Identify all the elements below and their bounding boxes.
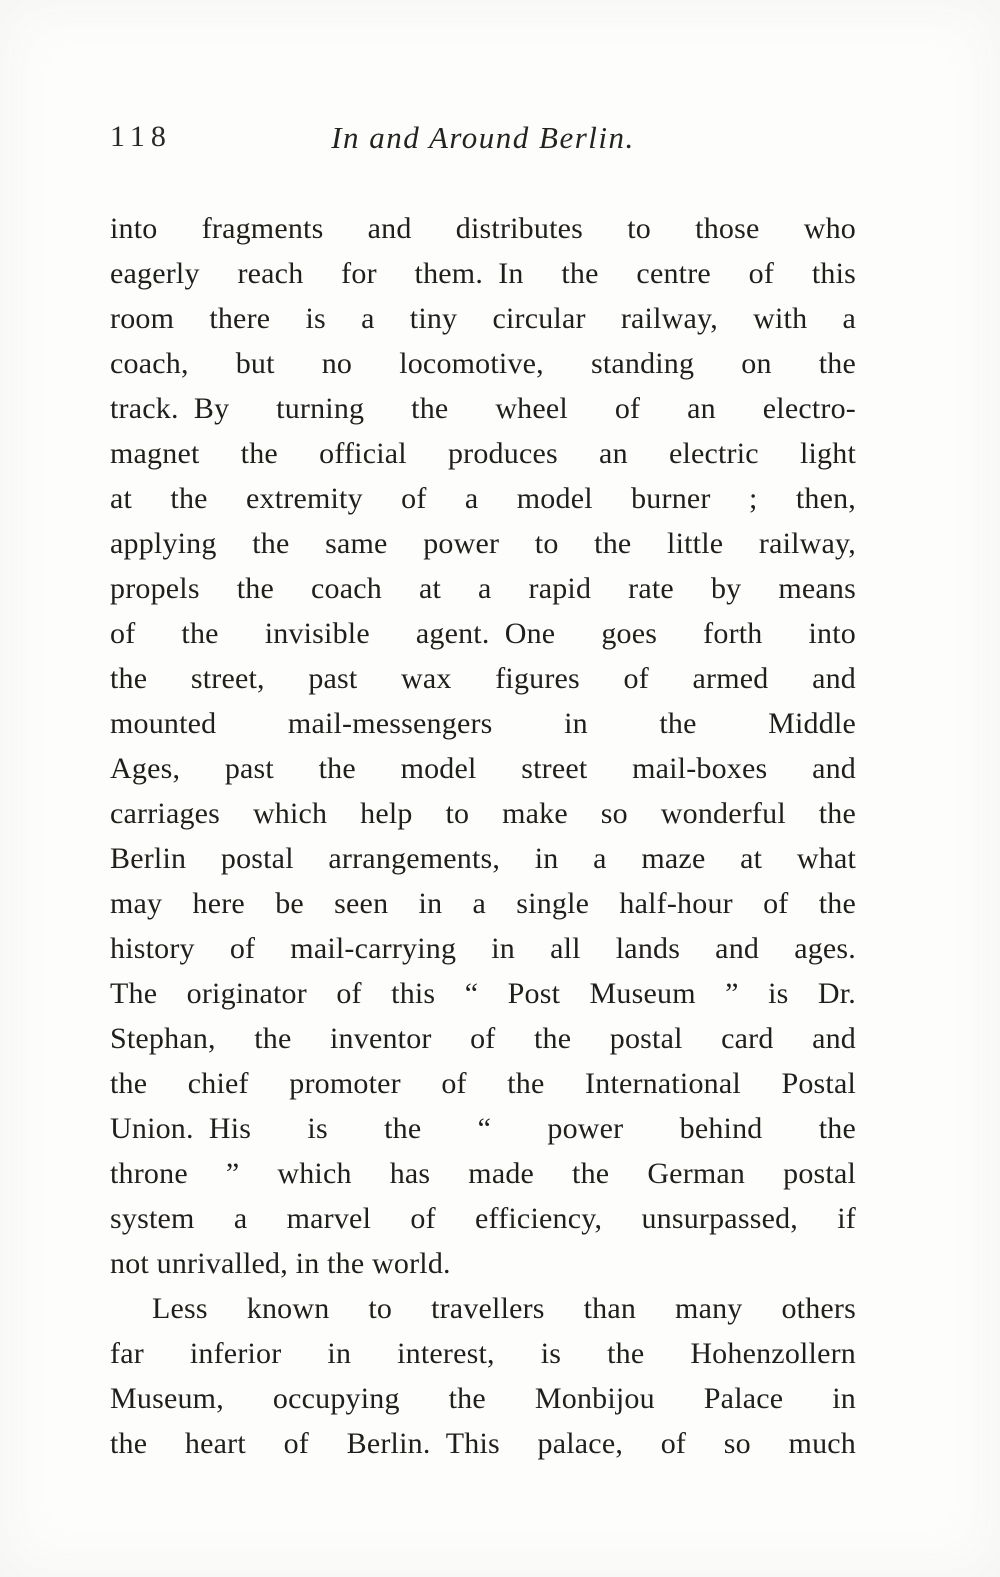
text-line: not unrivalled, in the world. [110,1247,451,1280]
text-line: into fragments and distributes to those who [110,212,856,245]
text-line: applying the same power to the little railway, [110,527,856,560]
text-line: Less known to travellers than many others [152,1292,856,1325]
text-line: Berlin postal arrangements, in a maze at what [110,842,856,875]
text-line: carriages which help to make so wonderful the [110,797,856,830]
text-line: system a marvel of efficiency, unsurpassed, if [110,1202,856,1235]
text-line: propels the coach at a rapid rate by means [110,572,856,605]
text-line: room there is a tiny circular railway, with a [110,302,856,335]
page-number: 118 [110,120,172,153]
text-line: far inferior in interest, is the Hohenzollern [110,1337,856,1370]
text-line: Museum, occupying the Monbijou Palace in [110,1382,856,1415]
text-line: of the invisible agent. One goes forth into [110,617,856,650]
text-line: history of mail-carrying in all lands and ages. [110,932,856,965]
text-line: may here be seen in a single half-hour of the [110,887,856,920]
text-line: track. By turning the wheel of an electro- [110,392,856,425]
running-title: In and Around Berlin. [331,120,635,155]
page-body [110,206,856,1466]
text-line: the heart of Berlin. This palace, of so much [110,1427,856,1460]
paragraph [110,1286,856,1466]
text-line: mounted mail-messengers in the Middle [110,707,856,740]
paragraph [110,206,856,1286]
text-line: the chief promoter of the International Postal [110,1067,856,1100]
text-line: coach, but no locomotive, standing on the [110,347,856,380]
text-line: Union. His is the “ power behind the [110,1112,856,1145]
text-line: the street, past wax figures of armed and [110,662,856,695]
text-column [110,120,856,1466]
text-line: The originator of this “ Post Museum ” is Dr. [110,977,856,1010]
text-line: Stephan, the inventor of the postal card and [110,1022,856,1055]
text-line: at the extremity of a model burner ; then, [110,482,856,515]
page-header [110,120,856,178]
text-line: throne ” which has made the German postal [110,1157,856,1190]
text-line: magnet the official produces an electric light [110,437,856,470]
text-line: eagerly reach for them. In the centre of this [110,257,856,290]
text-line: Ages, past the model street mail-boxes and [110,752,856,785]
